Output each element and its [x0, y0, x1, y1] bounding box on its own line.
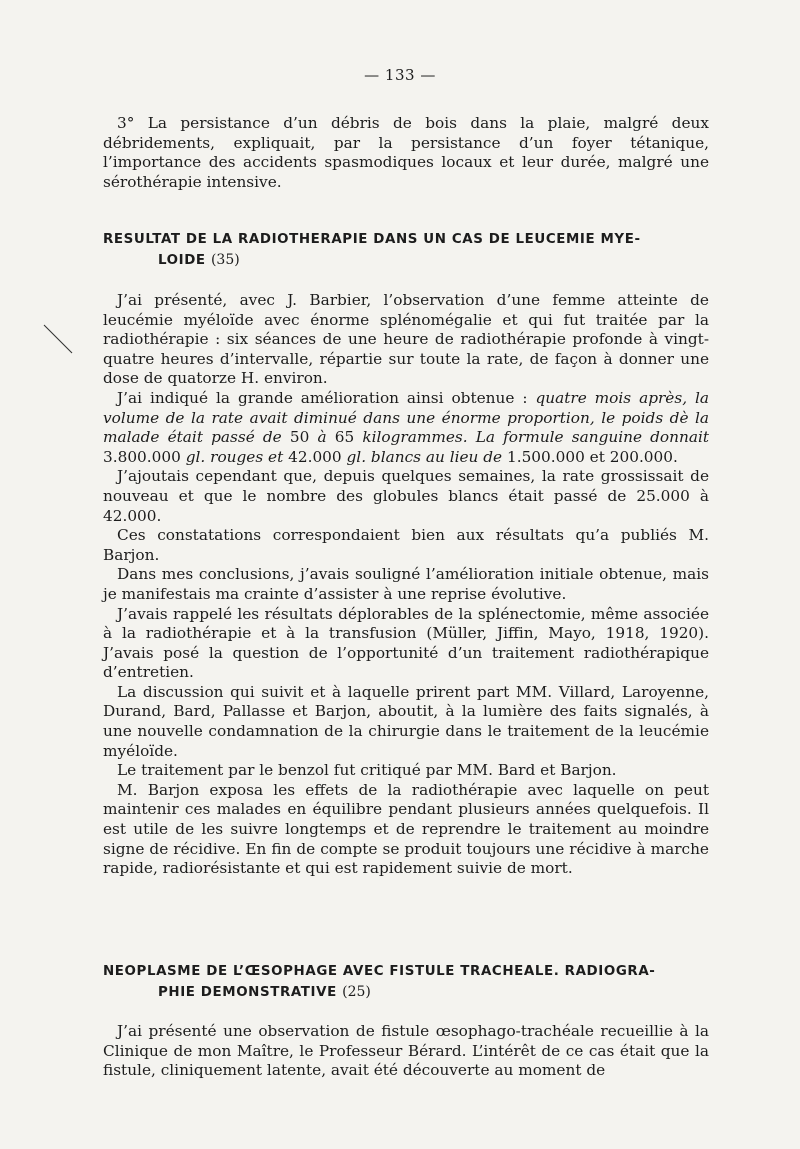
paragraph: J’avais rappelé les résultats déplorables de la splénectomie, même associée à la radiothérapie et à la transfusion (Müller, Jiffin, Mayo, 1918, 1920). J’avais posé la question de l’opportunité d’un traitement radiothérapique d’entretien.	[103, 604, 709, 682]
paragraph: J’ai présenté, avec J. Barbier, l’observation d’une femme atteinte de leucémie myéloïde avec énorme splénomégalie et qui fut traitée par la radiothérapie : six séances de une heure de radiothérapie profonde à vingt-quatre heures d’intervalle, répartie sur toute la rate, de façon à donner une dose de quatorze H. environ.	[103, 291, 709, 388]
heading-line-2: LOIDE	[158, 253, 206, 268]
italic-run: à	[309, 428, 335, 447]
number-run: 65	[334, 428, 355, 447]
paragraph: Le traitement par le benzol fut critiqué par MM. Bard et Barjon.	[117, 761, 617, 780]
section-heading-oesophage	[103, 961, 713, 1003]
heading-reference: (35)	[210, 252, 240, 268]
paragraph: La discussion qui suivit et à laquelle prirent part MM. Villard, Laroyenne, Durand, Bard, Pallasse et Barjon, aboutit, à la lumière des faits signalés, à une nouvelle condamnation de la chirurgie dans le traitement de la leucémie myéloïde.	[103, 682, 709, 760]
margin-pencil-mark	[40, 321, 76, 357]
heading-line-1: RESULTAT DE LA RADIOTHERAPIE DANS UN CAS DE LEUCEMIE MYE-	[103, 232, 641, 247]
italic-run: gl. rouges et	[180, 447, 289, 466]
page-number: — 133 —	[364, 66, 436, 84]
text-run: J’ai indiqué la grande amélioration ainsi obtenue :	[117, 388, 536, 407]
paragraph: Dans mes conclusions, j’avais souligné l’amélioration initiale obtenue, mais je manifestais ma crainte d’assister à une reprise évolutive.	[103, 565, 709, 603]
heading-line-1: NEOPLASME DE L’ŒSOPHAGE AVEC FISTULE TRACHEALE. RADIOGRA-	[103, 964, 656, 979]
heading-reference: (25)	[342, 984, 371, 1000]
paragraph-italic-results	[103, 389, 709, 467]
paragraph: J’ai présenté une observation de fistule œsophago-trachéale recueillie à la Clinique de mon Maître, le Professeur Bérard. L’intérêt de ce cas était que la fistule, cliniquement latente, avait été découverte au moment de	[103, 1022, 709, 1080]
number-run: 3.800.000	[103, 447, 181, 466]
paragraph: J’ajoutais cependant que, depuis quelques semaines, la rate grossissait de nouveau et que le nombre des globules blancs était passé de 25.000 à 42.000.	[103, 467, 709, 525]
italic-run: kilogrammes. La formule sanguine donnait	[354, 428, 709, 447]
intro-block	[103, 114, 709, 192]
paragraph: M. Barjon exposa les effets de la radiothérapie avec laquelle on peut maintenir ces malades en équilibre pendant plusieurs années quelquefois. Il est utile de les suivre longtemps et de reprendre le traitement au moindre signe de récidive. En fin de compte se produit toujours une récidive à marche rapide, radiorésistante et qui est rapidement suivie de mort.	[103, 780, 709, 878]
italic-run: gl. blancs au lieu de	[341, 447, 507, 466]
number-run: 42.000	[288, 447, 342, 466]
italic-run: quatre mois après, la volume de la rate avait diminué dans une énorme proportion, le poids dè la malade était passé de	[103, 388, 710, 447]
section-2-body	[103, 1022, 709, 1081]
section-1-body	[103, 291, 709, 879]
paragraph: Ces constatations correspondaient bien aux résultats qu’a publiés M. Barjon.	[103, 526, 709, 564]
section-heading-leucemie	[103, 229, 713, 271]
intro-paragraph: 3° La persistance d’un débris de bois dans la plaie, malgré deux débridements, expliquait, par la persistance d’un foyer tétanique, l’importance des accidents spasmodiques locaux et leur durée, malgré une sérothérapie intensive.	[103, 114, 709, 191]
number-run: 1.500.000 et 200.000.	[506, 447, 678, 466]
number-run: 50	[289, 428, 310, 447]
heading-line-2: PHIE DEMONSTRATIVE	[158, 985, 337, 1000]
